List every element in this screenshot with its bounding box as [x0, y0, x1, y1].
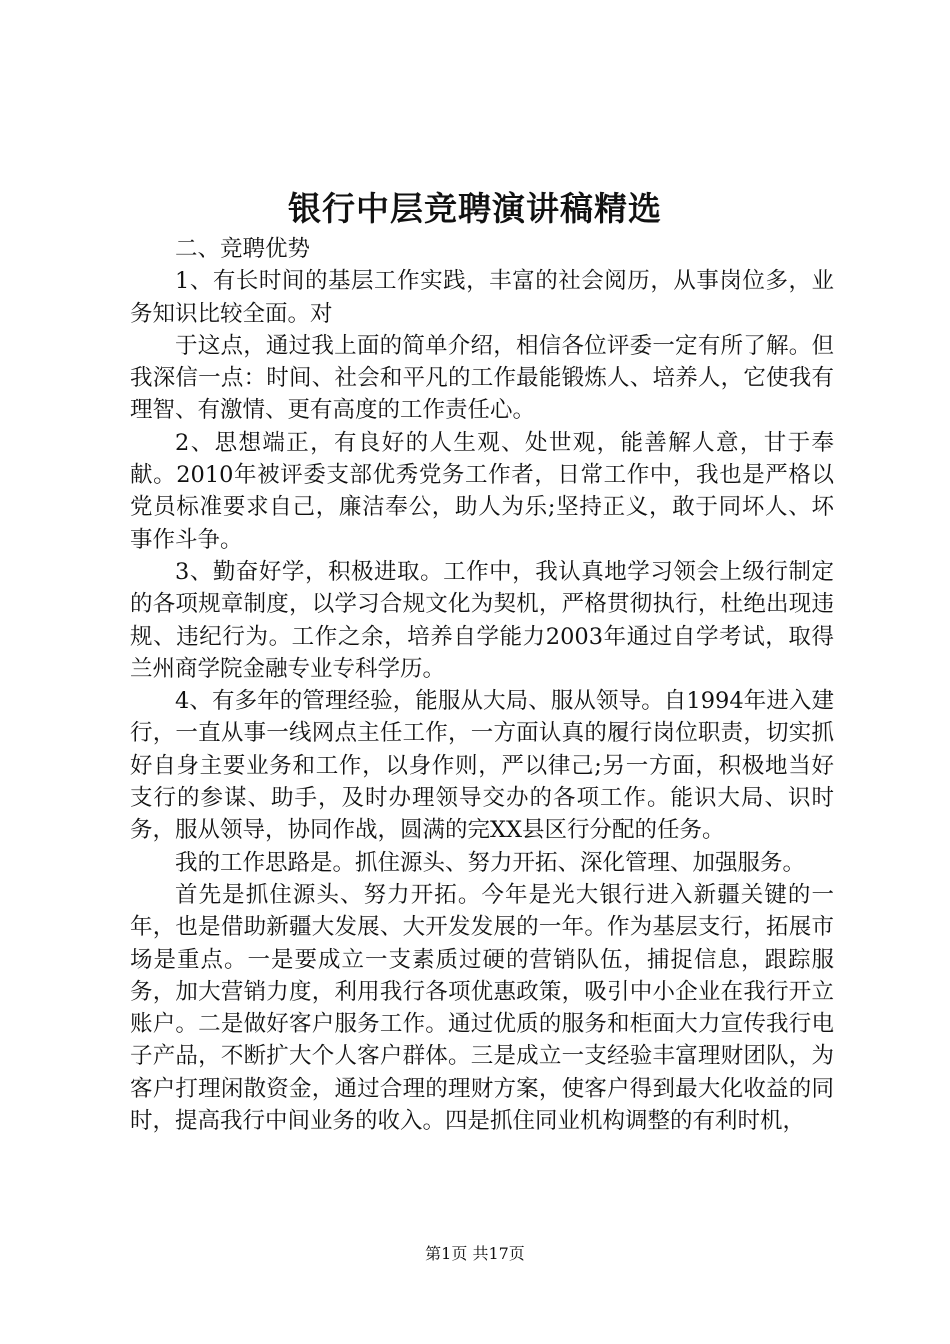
paragraph-first-point: 首先是抓住源头、努力开拓。今年是光大银行进入新疆关键的一年，也是借助新疆大发展、大开发发展的一年。作为基层支行，拓展市场是重点。一是要成立一支素质过硬的营销队伍，捕捉信息，跟踪服务，加大营销力度，利用我行各项优惠政策，吸引中小企业在我行开立账户。二是做好客户服务工作。通过优质的服务和柜面大力宣传我行电子产品，不断扩大个人客户群体。三是成立一支经验丰富理财团队，为客户打理闲散资金，通过合理的理财方案，使客户得到最大化收益的同时，提高我行中间业务的收入。四是抓住同业机构调整的有利时机，	[130, 881, 834, 1135]
page-footer: 第1页 共17页	[425, 1244, 525, 1263]
paragraph-advantage-2: 2、思想端正，有良好的人生观、处世观，能善解人意，甘于奉献。2010年被评委支部优秀党务工作者，日常工作中，我也是严格以党员标准要求自己，廉洁奉公，助人为乐;坚持正义，敢于同坏人、坏事作斗争。	[130, 429, 834, 553]
paragraph-section-heading: 二、竞聘优势	[175, 236, 311, 262]
paragraph-advantage-1-continued: 于这点，通过我上面的简单介绍，相信各位评委一定有所了解。但我深信一点：时间、社会和平凡的工作最能锻炼人、培养人，它使我有理智、有激情、更有高度的工作责任心。	[130, 332, 834, 424]
paragraph-advantage-3: 3、勤奋好学，积极进取。工作中，我认真地学习领会上级行制定的各项规章制度，以学习合规文化为契机，严格贯彻执行，杜绝出现违规、违纪行为。工作之余，培养自学能力2003年通过自学考试，取得兰州商学院金融专业专科学历。	[130, 558, 834, 682]
paragraph-advantage-1: 1、有长时间的基层工作实践，丰富的社会阅历，从事岗位多，业务知识比较全面。对	[130, 268, 834, 327]
document-body	[130, 233, 834, 1137]
paragraph-advantage-4: 4、有多年的管理经验，能服从大局、服从领导。自1994年进入建行，一直从事一线网点主任工作，一方面认真的履行岗位职责，切实抓好自身主要业务和工作，以身作则，严以律己;另一方面，积极地当好支行的参谋、助手，及时办理领导交办的各项工作。能识大局、识时务，服从领导，协同作战，圆满的完XX县区行分配的任务。	[130, 688, 834, 844]
paragraph-work-ideas: 我的工作思路是。抓住源头、努力开拓、深化管理、加强服务。	[175, 849, 806, 876]
document-title: 银行中层竞聘演讲稿精选	[288, 189, 662, 228]
